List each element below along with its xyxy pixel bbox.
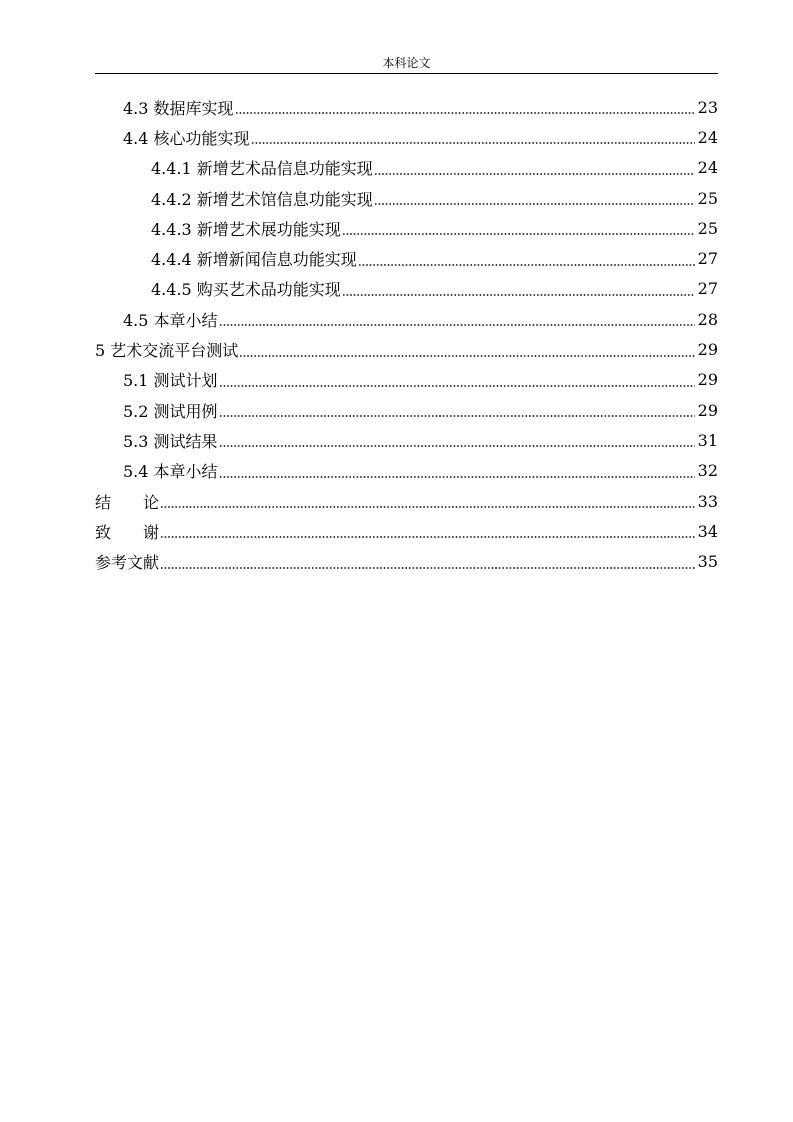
toc-entry-page-number: 29 — [697, 400, 718, 420]
toc-entry-title: 结 论 — [95, 492, 160, 512]
toc-entry-title: 5.3 测试结果 — [123, 431, 218, 451]
toc-entry-page-number: 32 — [697, 461, 718, 481]
toc-entry[interactable] — [0, 456, 793, 486]
toc-entry-page-number: 27 — [697, 249, 718, 269]
toc-entry-title: 4.3 数据库实现 — [123, 98, 234, 118]
page-header — [95, 55, 718, 71]
toc-entry-page-number: 29 — [697, 370, 718, 390]
toc-entry-title: 5 艺术交流平台测试 — [95, 341, 239, 361]
toc-entry-page-number: 27 — [697, 279, 718, 299]
toc-entry[interactable] — [0, 213, 793, 243]
toc-entry[interactable] — [0, 92, 793, 122]
toc-entry-title: 4.4.4 新增新闻信息功能实现 — [151, 250, 357, 270]
toc-entry[interactable] — [0, 183, 793, 213]
toc-entry-page-number: 29 — [697, 340, 718, 360]
toc-entry-page-number: 33 — [697, 491, 718, 511]
toc-entry-title: 4.4.5 购买艺术品功能实现 — [151, 280, 341, 300]
toc-entry[interactable] — [0, 365, 793, 395]
toc-entry[interactable] — [0, 334, 793, 364]
toc-entry-title: 4.4.3 新增艺术展功能实现 — [151, 219, 341, 239]
toc-entry-page-number: 28 — [697, 309, 718, 329]
toc-dot-leader — [374, 173, 695, 175]
toc-entry-title: 4.5 本章小结 — [123, 310, 218, 330]
toc-dot-leader — [374, 203, 695, 205]
toc-dot-leader — [219, 476, 695, 478]
toc-entry-page-number: 25 — [697, 218, 718, 238]
toc-entry[interactable] — [0, 395, 793, 425]
toc-entry-page-number: 31 — [697, 430, 718, 450]
toc-entry[interactable] — [0, 546, 793, 576]
toc-dot-leader — [358, 264, 695, 266]
toc-entry[interactable] — [0, 516, 793, 546]
toc-entry-page-number: 24 — [697, 127, 718, 147]
toc-entry[interactable] — [0, 425, 793, 455]
toc-dot-leader — [235, 112, 695, 114]
toc-dot-leader — [342, 294, 695, 296]
toc-entry-title: 5.1 测试计划 — [123, 371, 218, 391]
toc-entry[interactable] — [0, 153, 793, 183]
toc-entry-title: 4.4 核心功能实现 — [123, 128, 250, 148]
toc-entry-page-number: 25 — [697, 188, 718, 208]
toc-dot-leader — [160, 567, 695, 569]
toc-entry[interactable] — [0, 304, 793, 334]
header-title: 本科论文 — [382, 56, 431, 70]
table-of-contents — [0, 92, 793, 577]
toc-entry-title: 5.4 本章小结 — [123, 462, 218, 482]
toc-entry-title: 致 谢 — [95, 522, 160, 542]
toc-dot-leader — [219, 445, 695, 447]
toc-entry[interactable] — [0, 243, 793, 273]
toc-entry-title: 参考文献 — [95, 553, 160, 573]
toc-dot-leader — [160, 536, 695, 538]
toc-entry-title: 5.2 测试用例 — [123, 401, 218, 421]
toc-entry-page-number: 23 — [697, 97, 718, 117]
toc-entry-page-number: 34 — [697, 521, 718, 541]
toc-dot-leader — [160, 506, 695, 508]
toc-entry[interactable] — [0, 122, 793, 152]
toc-entry-title: 4.4.1 新增艺术品信息功能实现 — [151, 159, 373, 179]
toc-entry[interactable] — [0, 274, 793, 304]
header-rule — [95, 73, 718, 74]
toc-dot-leader — [251, 142, 695, 144]
toc-entry-title: 4.4.2 新增艺术馆信息功能实现 — [151, 189, 373, 209]
toc-entry-page-number: 24 — [697, 158, 718, 178]
toc-entry-page-number: 35 — [697, 552, 718, 572]
toc-dot-leader — [239, 355, 695, 357]
toc-dot-leader — [219, 324, 695, 326]
toc-dot-leader — [219, 415, 695, 417]
toc-dot-leader — [219, 385, 695, 387]
toc-dot-leader — [342, 233, 695, 235]
toc-entry[interactable] — [0, 486, 793, 516]
